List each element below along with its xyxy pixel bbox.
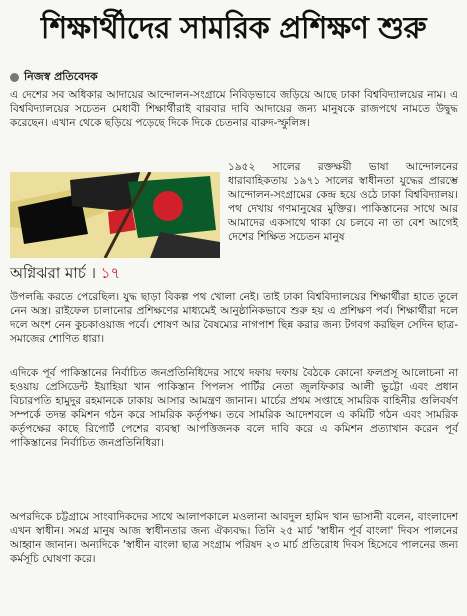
flag-illustration bbox=[10, 172, 220, 258]
paragraph-1: এ দেশের সব অধিকার আদায়ের আন্দোলন-সংগ্রামে নিবিড়ভাবে জড়িয়ে আছে ঢাকা বিশ্ববিদ্যালয়ের নাম। এ বিশ্ববিদ্যালয়ের সচেতন মেধাবী শিক্ষার্থীরাই বারবার দাবি আদায়ের জন্য মানুষকে রাজপথে নামতে উদ্বুদ্ধ করেছেন। এখান থেকে ছড়িয়ে পড়েছে দিকে দিকে চেতনার বারুদ-স্ফুলিঙ্গ। bbox=[10, 89, 458, 129]
paragraph-5: অপরদিকে চট্টগ্রামে সাংবাদিকদের সাথে আলাপকালে মওলানা আবদুল হামিদ খান ভাসানী বলেন, বাংলাদেশ এখন স্বাধীন। সমগ্র মানুষ আজ স্বাধীনতার জন্য ঐক্যবদ্ধ। তিনি ২৫ মার্চ 'স্বাধীন পূর্ব বাংলা' দিবস পালনের আহ্বান জানান। অন্যদিকে 'স্বাধীন বাংলা ছাত্র সংগ্রাম পরিষদ ২৩ মার্চ প্রতিরোধ দিবস হিসেবে পালনের জন্য কর্মসূচি ঘোষণা করে। bbox=[10, 511, 458, 565]
article-headline: শিক্ষার্থীদের সামরিক প্রশিক্ষণ শুরু bbox=[40, 10, 427, 46]
caption-label: অগ্নিঝরা মার্চ bbox=[10, 264, 86, 282]
paragraph-2: ১৯৫২ সালের রক্তক্ষয়ী ভাষা আন্দোলনের ধারাবাহিকতায় ১৯৭১ সালের স্বাধীনতা যুদ্ধের প্রারম্ভে আন্দোলন-সংগ্রামের কেন্দ্র হয়ে ওঠে ঢাকা বিশ্ববিদ্যালয়। পথ দেখায় গণমানুষের মুক্তির। পাকিস্তানের সাথে আর আমাদের একসাথে থাকা যে চলবে না তা বেশ আগেই দেশের শিক্ষিত সচেতন মানুষ bbox=[228, 161, 458, 243]
byline bbox=[10, 70, 98, 84]
series-caption bbox=[10, 262, 220, 284]
flag-photo bbox=[10, 172, 220, 258]
paragraph-3: উপলব্ধি করতে পেরেছিল। যুদ্ধ ছাড়া বিকল্প পথ খোলা নেই। তাই ঢাকা বিশ্ববিদ্যালয়ের শিক্ষার্থীরা হাতে তুলে নেন অস্ত্র। রাইফেল চালানোর প্রশিক্ষণের মাধ্যমেই আনুষ্ঠানিকভাবে শুরু হয় এ প্রশিক্ষণ পর্ব। শিক্ষার্থীরা দলে দলে অংশ নেন কুচকাওয়াজ পর্বে। শোষণ আর বৈষম্যের নাগপাশ ছিন্ন করার জন্য টগবগ করছিল সেদিন ছাত্র-সমাজের শোণিত ধারা। bbox=[10, 291, 458, 345]
caption-separator: । bbox=[90, 264, 96, 282]
caption-number: ১৭ bbox=[100, 264, 121, 282]
paragraph-4: এদিকে পূর্ব পাকিস্তানের নির্বাচিত জনপ্রতিনিধিদের সাথে দফায় দফায় বৈঠকে কোনো ফলপ্রসূ আলোচনা না হওয়ায় প্রেসিডেন্ট ইয়াহিয়া খান পাকিস্তান পিপলস পার্টির নেতা জুলফিকার আলী ভুট্টো এবং প্রধান বিচারপতি হামুদুর রহমানকে ঢাকায় আসার আমন্ত্রণ জানান। মার্চের প্রথম সপ্তাহে সামরিক বাহিনীর গুলিবর্ষণ সম্পর্কে তদন্ত কমিশন গঠন করে সামরিক কর্তৃপক্ষ। তবে সামরিক আদেশবলে এ কমিটি গঠন এবং সামরিক কর্তৃপক্ষের কাছে রিপোর্ট পেশের ব্যবস্থা আপত্তিজনক বলে দাবি করে এ কমিশন প্রত্যাখান করেন পূর্ব পাকিস্তানের নির্বাচিত জনপ্রতিনিধিরা। bbox=[10, 367, 458, 449]
byline-text: নিজস্ব প্রতিবেদক bbox=[24, 69, 98, 83]
bullet-icon bbox=[10, 73, 19, 82]
